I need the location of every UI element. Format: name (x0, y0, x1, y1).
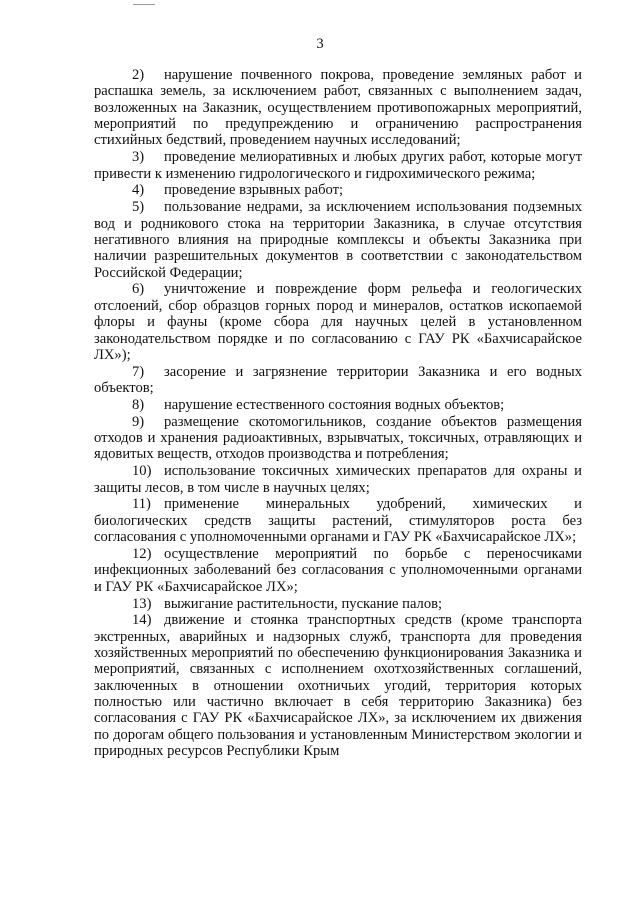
item-text: проведение взрывных работ; (164, 182, 344, 199)
item-text: выжигание растительности, пускание палов; (164, 595, 443, 612)
item-number: 5) (132, 199, 145, 216)
list-item (94, 182, 582, 198)
item-number: 12) (132, 545, 152, 562)
item-number: 3) (132, 149, 145, 166)
item-text: движение и стоянка транспортных средств (кроме транспорта экстренных, аварийных и надзорных служб, транспорта для проведения хозяйственных мероприятий по обеспечению функционирования Заказника и мероприятий, связанных с исполнением охотхозяйственных соглашений, заключенных в отношении охотничьих угодий, территория которых полностью или частично включает в себя территорию Заказника) без согласования с ГАУ РК «Бахчисарайское ЛХ», за исключением их движения по дорогам общего пользования и установленным Министерством экологии и природных ресурсов Республики Крым (94, 612, 582, 760)
item-number: 7) (132, 363, 145, 380)
item-number: 11) (132, 496, 151, 513)
list-item (94, 760, 582, 776)
item-text: пользование недрами, за исключением использования подземных вод и родникового стока на территории Заказника, в случае отсутствия негативного влияния на природные комплексы и объекты Заказника при наличии разрешительных документов в соответствии с законодательством Российской Федерации; (94, 199, 582, 281)
item-number: 14) (132, 612, 152, 629)
scan-mark (133, 0, 155, 5)
item-text: использование токсичных химических препаратов для охраны и защиты лесов, в том числе в научных целях; (94, 463, 582, 496)
list-item (94, 281, 582, 363)
list-item (94, 364, 582, 397)
list-item (94, 199, 582, 281)
item-text: нарушение естественного состояния водных объектов; (164, 396, 505, 413)
item-number: 9) (132, 413, 145, 430)
item-text: уничтожение и повреждение форм рельефа и геологических отслоений, сбор образцов горных пород и минералов, остатков ископаемой флоры и фауны (кроме сбора для научных целей в установленном законодательством порядке и по согласованию с ГАУ РК «Бахчисарайское ЛХ»); (94, 281, 582, 363)
item-number: 8) (132, 396, 145, 413)
list-item (94, 596, 582, 612)
item-text: засорение и загрязнение территории Заказника и его водных объектов; (94, 363, 582, 397)
list-item (94, 397, 582, 413)
item-text: осуществление мероприятий по борьбе с переносчиками инфекционных заболеваний без согласования с уполномоченными органами и ГАУ РК «Бахчисарайское ЛХ»; (94, 545, 582, 595)
document-body (94, 67, 582, 777)
list-item (94, 546, 582, 595)
list-item (94, 612, 582, 759)
list-item (94, 414, 582, 463)
item-text: проведение мелиоративных и любых других работ, которые могут привести к изменению гидрологического и гидрохимического режима; (94, 149, 582, 182)
list-item (94, 67, 582, 149)
item-text: применение минеральных удобрений, химических и биологических средств защиты растений, стимуляторов роста без согласования с уполномоченными органами и ГАУ РК «Бахчисарайское ЛХ»; (94, 496, 582, 546)
item-number: 4) (132, 182, 145, 199)
item-number: 2) (132, 67, 145, 83)
page-number: 3 (316, 36, 324, 52)
list-item (94, 496, 582, 545)
list-item (94, 149, 582, 182)
item-number: 13) (132, 595, 152, 612)
list-item (94, 463, 582, 496)
item-number: 6) (132, 281, 145, 298)
item-text: размещение скотомогильников, создание объектов размещения отходов и хранения радиоактивных, взрывчатых, токсичных, отравляющих и ядовитых веществ, отходов производства и потребления; (94, 413, 582, 463)
item-text: нарушение почвенного покрова, проведение земляных работ и распашка земель, за исключением работ, связанных с выполнением задач, возложенных на Заказник, осуществлением противопожарных мероприятий, мероприятий по предупреждению и ограничению распространения стихийных бедствий, проведением научных исследований; (94, 67, 582, 149)
item-number: 10) (132, 463, 152, 480)
